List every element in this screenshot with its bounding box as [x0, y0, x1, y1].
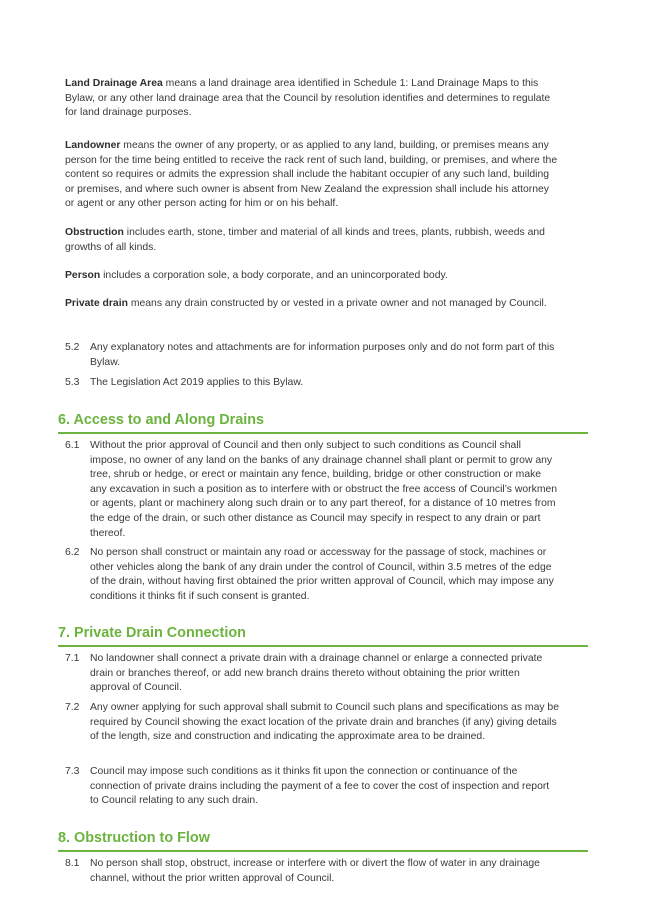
clause-text: No person shall construct or maintain any road or accessway for the passage of stock, machines or other vehicles along the bank of any drain under the control of Council, within 3.5 metres of the edge of the drain, without having first obtained the prior written approval of Council, which may impose any conditions it thinks fit if such consent is granted.	[90, 547, 554, 602]
clause-number: 6.2	[65, 547, 80, 558]
clause-text: Any owner applying for such approval shall submit to Council such plans and specifications as may be required by Council showing the exact location of the private drain and branches (if any) giving details of the length, size and construction and indicating the approximate area to be drained.	[90, 702, 559, 743]
section-7-heading: 7. Private Drain Connection	[58, 624, 588, 647]
clause-6-2	[65, 546, 559, 604]
section-6-heading: 6. Access to and Along Drains	[58, 411, 588, 434]
clause-number: 7.2	[65, 702, 80, 713]
clause-number: 8.1	[65, 858, 80, 869]
definition-term: Land Drainage Area	[65, 78, 163, 89]
definition-land-drainage-area	[65, 77, 559, 121]
clause-text: Without the prior approval of Council and then only subject to such conditions as Council shall impose, no owner of any land on the banks of any drainage channel shall plant or permit to grow any tree, shrub or hedge, or erect or maintain any fence, building, bridge or other construction or make any excavation in such a position as to interfere with or obstruct the free access of Council’s workmen or agents, plant or machinery along such drain or to any part thereof, for a distance of 10 metres from the edge of the drain, or such other distance as Council may specify in respect to any drain or part thereof.	[90, 440, 558, 539]
definition-obstruction	[65, 226, 559, 255]
definition-text: means any drain constructed by or vested in a private owner and not managed by Council.	[127, 298, 547, 309]
definition-term: Obstruction	[65, 227, 124, 238]
clause-text: Council may impose such conditions as it thinks fit upon the connection or continuance of the connection of private drains including the payment of a fee to cover the cost of inspection and report to Council relating to any such drain.	[90, 766, 550, 807]
clause-number: 6.1	[65, 440, 80, 451]
clause-text: Any explanatory notes and attachments are for information purposes only and do not form part of this Bylaw.	[90, 342, 555, 368]
definition-text: includes a corporation sole, a body corporate, and an unincorporated body.	[100, 270, 448, 281]
clause-number: 5.2	[65, 342, 80, 353]
definition-term: Person	[65, 270, 101, 281]
definition-person	[65, 269, 559, 284]
definition-text: means a land drainage area identified in Schedule 1: Land Drainage Maps to this Bylaw, or any other land drainage area that the Council by resolution identifies and determines to regulate for land drainage purposes.	[65, 78, 551, 119]
clause-number: 5.3	[65, 377, 80, 388]
clause-number: 7.3	[65, 766, 80, 777]
clause-5-2	[65, 341, 559, 370]
definition-private-drain	[65, 297, 559, 312]
clause-7-1	[65, 652, 559, 696]
clause-number: 7.1	[65, 653, 80, 664]
clause-8-1	[65, 857, 559, 886]
definition-landowner	[65, 139, 559, 212]
section-8-heading: 8. Obstruction to Flow	[58, 829, 588, 852]
clause-text: The Legislation Act 2019 applies to this Bylaw.	[90, 377, 304, 388]
clause-7-3	[65, 765, 559, 809]
clause-text: No person shall stop, obstruct, increase or interfere with or divert the flow of water in any drainage channel, without the prior written approval of Council.	[90, 858, 540, 884]
definition-text: means the owner of any property, or as applied to any land, building, or premises means any person for the time being entitled to receive the rack rent of such land, building, or premises, and where the content so requires or admits the expression shall include the habitant occupier of any such land, building or premises, and where such owner is absent from New Zealand the expression shall include his attorney or agent or any other person acting for him or on his behalf.	[65, 140, 558, 210]
clause-7-2	[65, 701, 559, 745]
definition-term: Landowner	[65, 140, 121, 151]
definition-text: includes earth, stone, timber and material of all kinds and trees, plants, rubbish, weeds and growths of all kinds.	[65, 227, 545, 253]
definition-term: Private drain	[65, 298, 128, 309]
clause-5-3	[65, 376, 559, 391]
clause-text: No landowner shall connect a private drain with a drainage channel or enlarge a connected private drain or branches thereof, or add new branch drains thereto without obtaining the prior written approval of Council.	[90, 653, 543, 694]
clause-6-1	[65, 439, 559, 541]
